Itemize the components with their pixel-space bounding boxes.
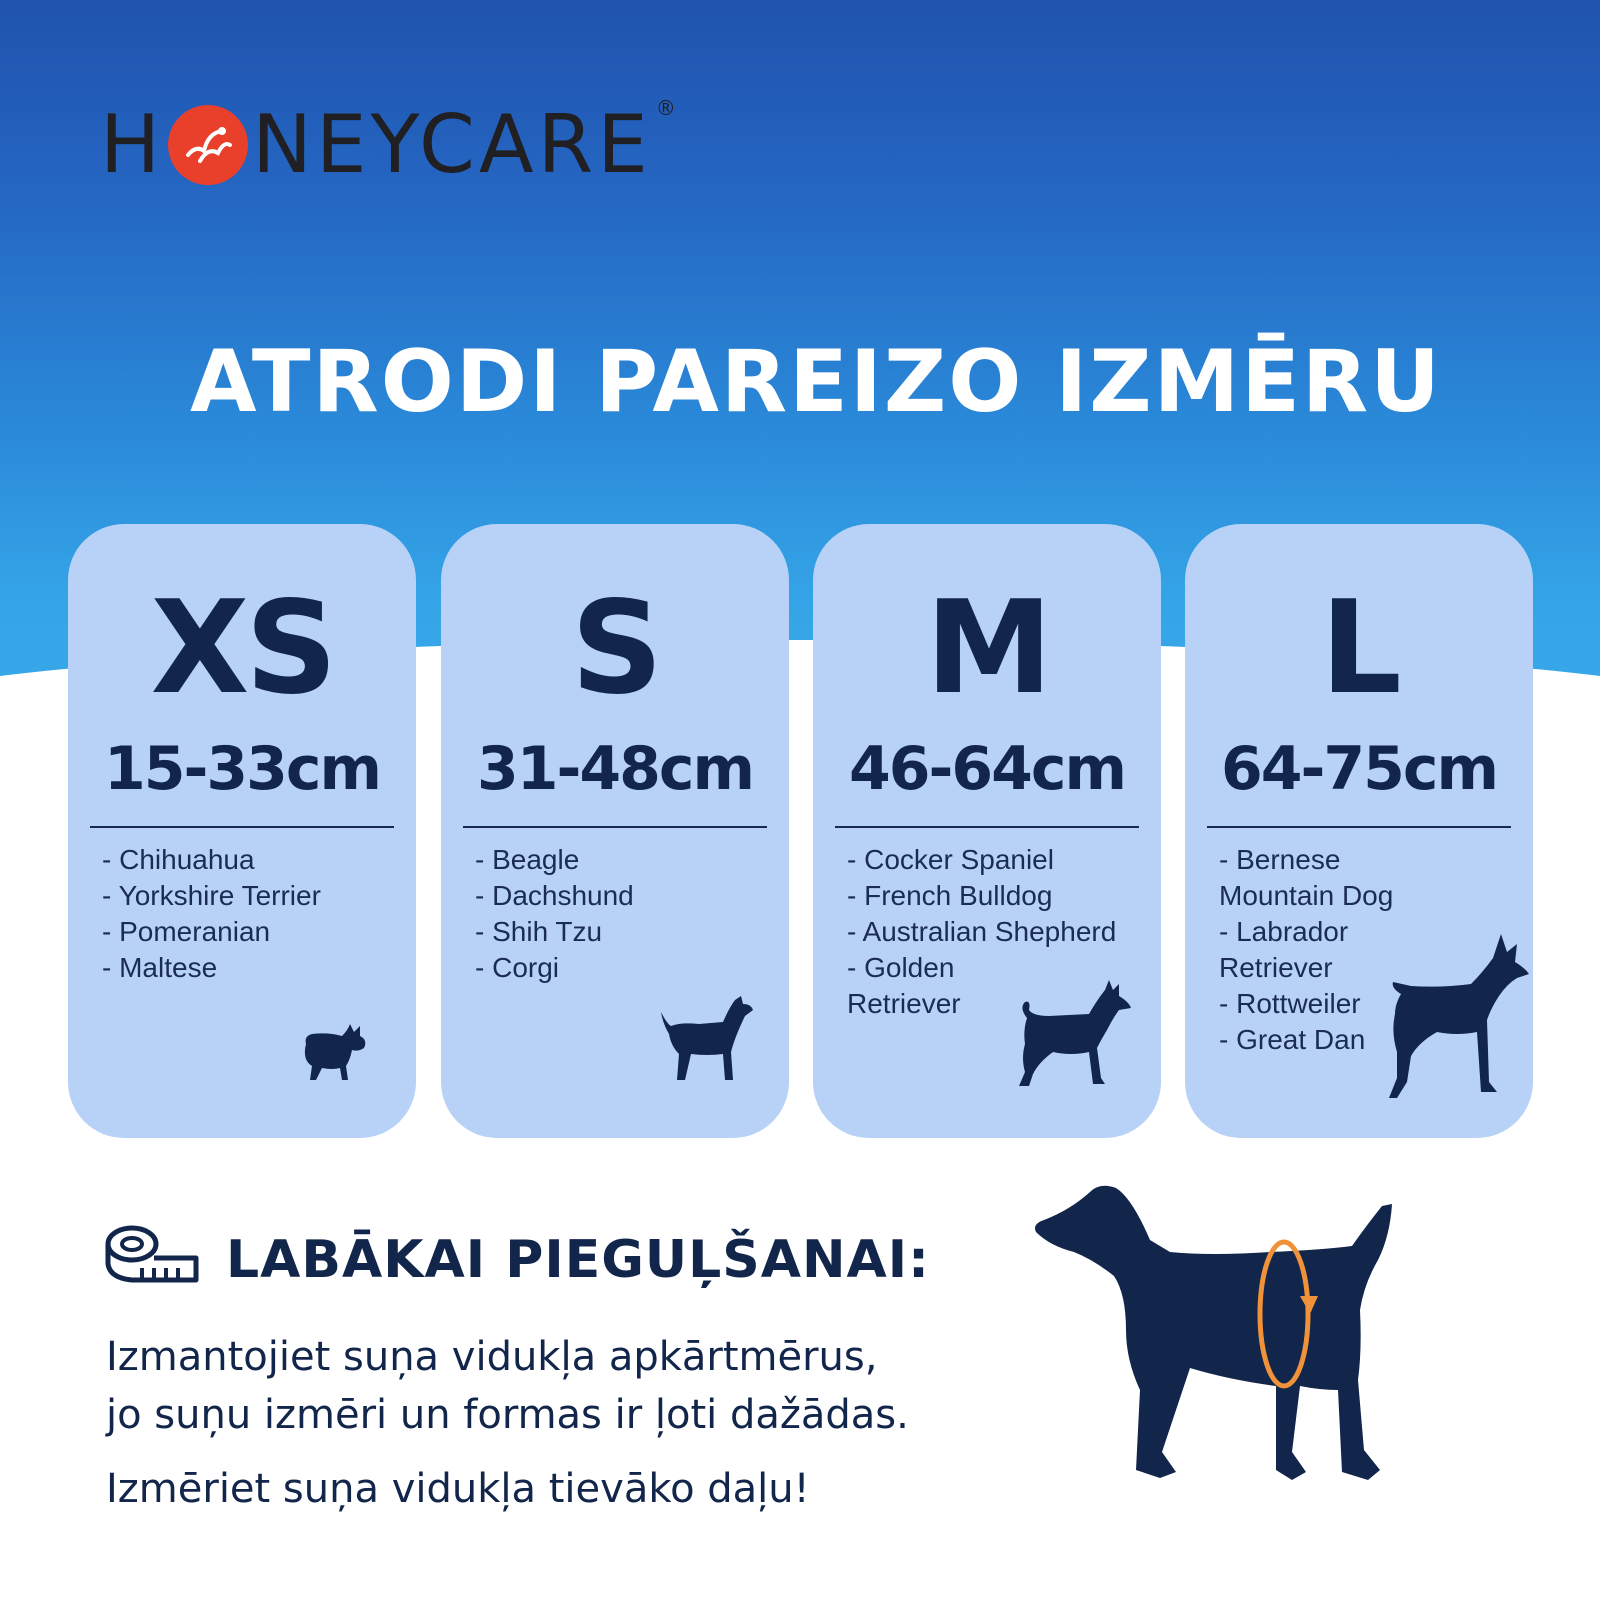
list-item: - Corgi [475, 952, 560, 983]
fit-text-line-1: Izmantojiet suņa vidukļa apkārtmērus, [106, 1334, 878, 1380]
list-item: - Dachshund [475, 880, 634, 911]
divider [90, 826, 394, 828]
size-letter: XS [150, 574, 334, 723]
size-range: 64-75cm [1221, 734, 1497, 804]
list-item: - Shih Tzu [475, 916, 603, 947]
page-title: ATRODI PAREIZO IZMĒRU [189, 332, 1442, 432]
size-letter: S [570, 574, 660, 723]
list-item: - Chihuahua [102, 844, 255, 875]
list-item: - Yorkshire Terrier [102, 880, 321, 911]
list-item: - Rottweiler [1219, 988, 1361, 1019]
list-item: - Pomeranian [102, 916, 271, 947]
divider [1207, 826, 1511, 828]
list-item: - French Bulldog [847, 880, 1053, 911]
measuring-tape-icon [104, 1224, 200, 1284]
logo-text-end: NEYCARE [252, 98, 652, 191]
basenji-silhouette-icon [1009, 978, 1133, 1090]
brand-logo [100, 96, 676, 191]
logo-text-start: H [100, 98, 165, 191]
list-item: - Australian Shepherd [847, 916, 1117, 947]
size-range: 31-48cm [477, 734, 753, 804]
breed-list [475, 842, 779, 986]
doberman-silhouette-icon [1371, 932, 1531, 1102]
fit-title: LABĀKAI PIEGUĻŠANAI: [226, 1230, 930, 1290]
divider [463, 826, 767, 828]
size-card-l [1185, 524, 1533, 1138]
list-item: - Golden Retriever [847, 952, 961, 1019]
dog-waist-measure-icon [1030, 1180, 1430, 1520]
list-item: - Labrador Retriever [1219, 916, 1349, 983]
list-item: - Great Dan [1219, 1024, 1366, 1055]
fit-text-line-3: Izmēriet suņa vidukļa tievāko daļu! [106, 1466, 810, 1512]
size-letter: M [925, 574, 1049, 723]
size-range: 46-64cm [849, 734, 1125, 804]
list-item: - Maltese [102, 952, 218, 983]
list-item: - Beagle [475, 844, 580, 875]
registered-mark: ® [655, 96, 676, 120]
terrier-silhouette-icon [659, 994, 755, 1084]
list-item: - Cocker Spaniel [847, 844, 1054, 875]
size-range: 15-33cm [104, 734, 380, 804]
size-card-m [813, 524, 1161, 1138]
size-card-s [441, 524, 789, 1138]
size-card-xs [68, 524, 416, 1138]
fit-text-line-2: jo suņu izmēri un formas ir ļoti dažādas. [106, 1392, 909, 1438]
logo-emblem-icon [168, 105, 248, 185]
list-item: - Bernese Mountain Dog [1219, 844, 1394, 911]
french-bulldog-silhouette-icon [298, 1022, 370, 1084]
breed-list [102, 842, 406, 986]
size-letter: L [1320, 574, 1398, 723]
divider [835, 826, 1139, 828]
